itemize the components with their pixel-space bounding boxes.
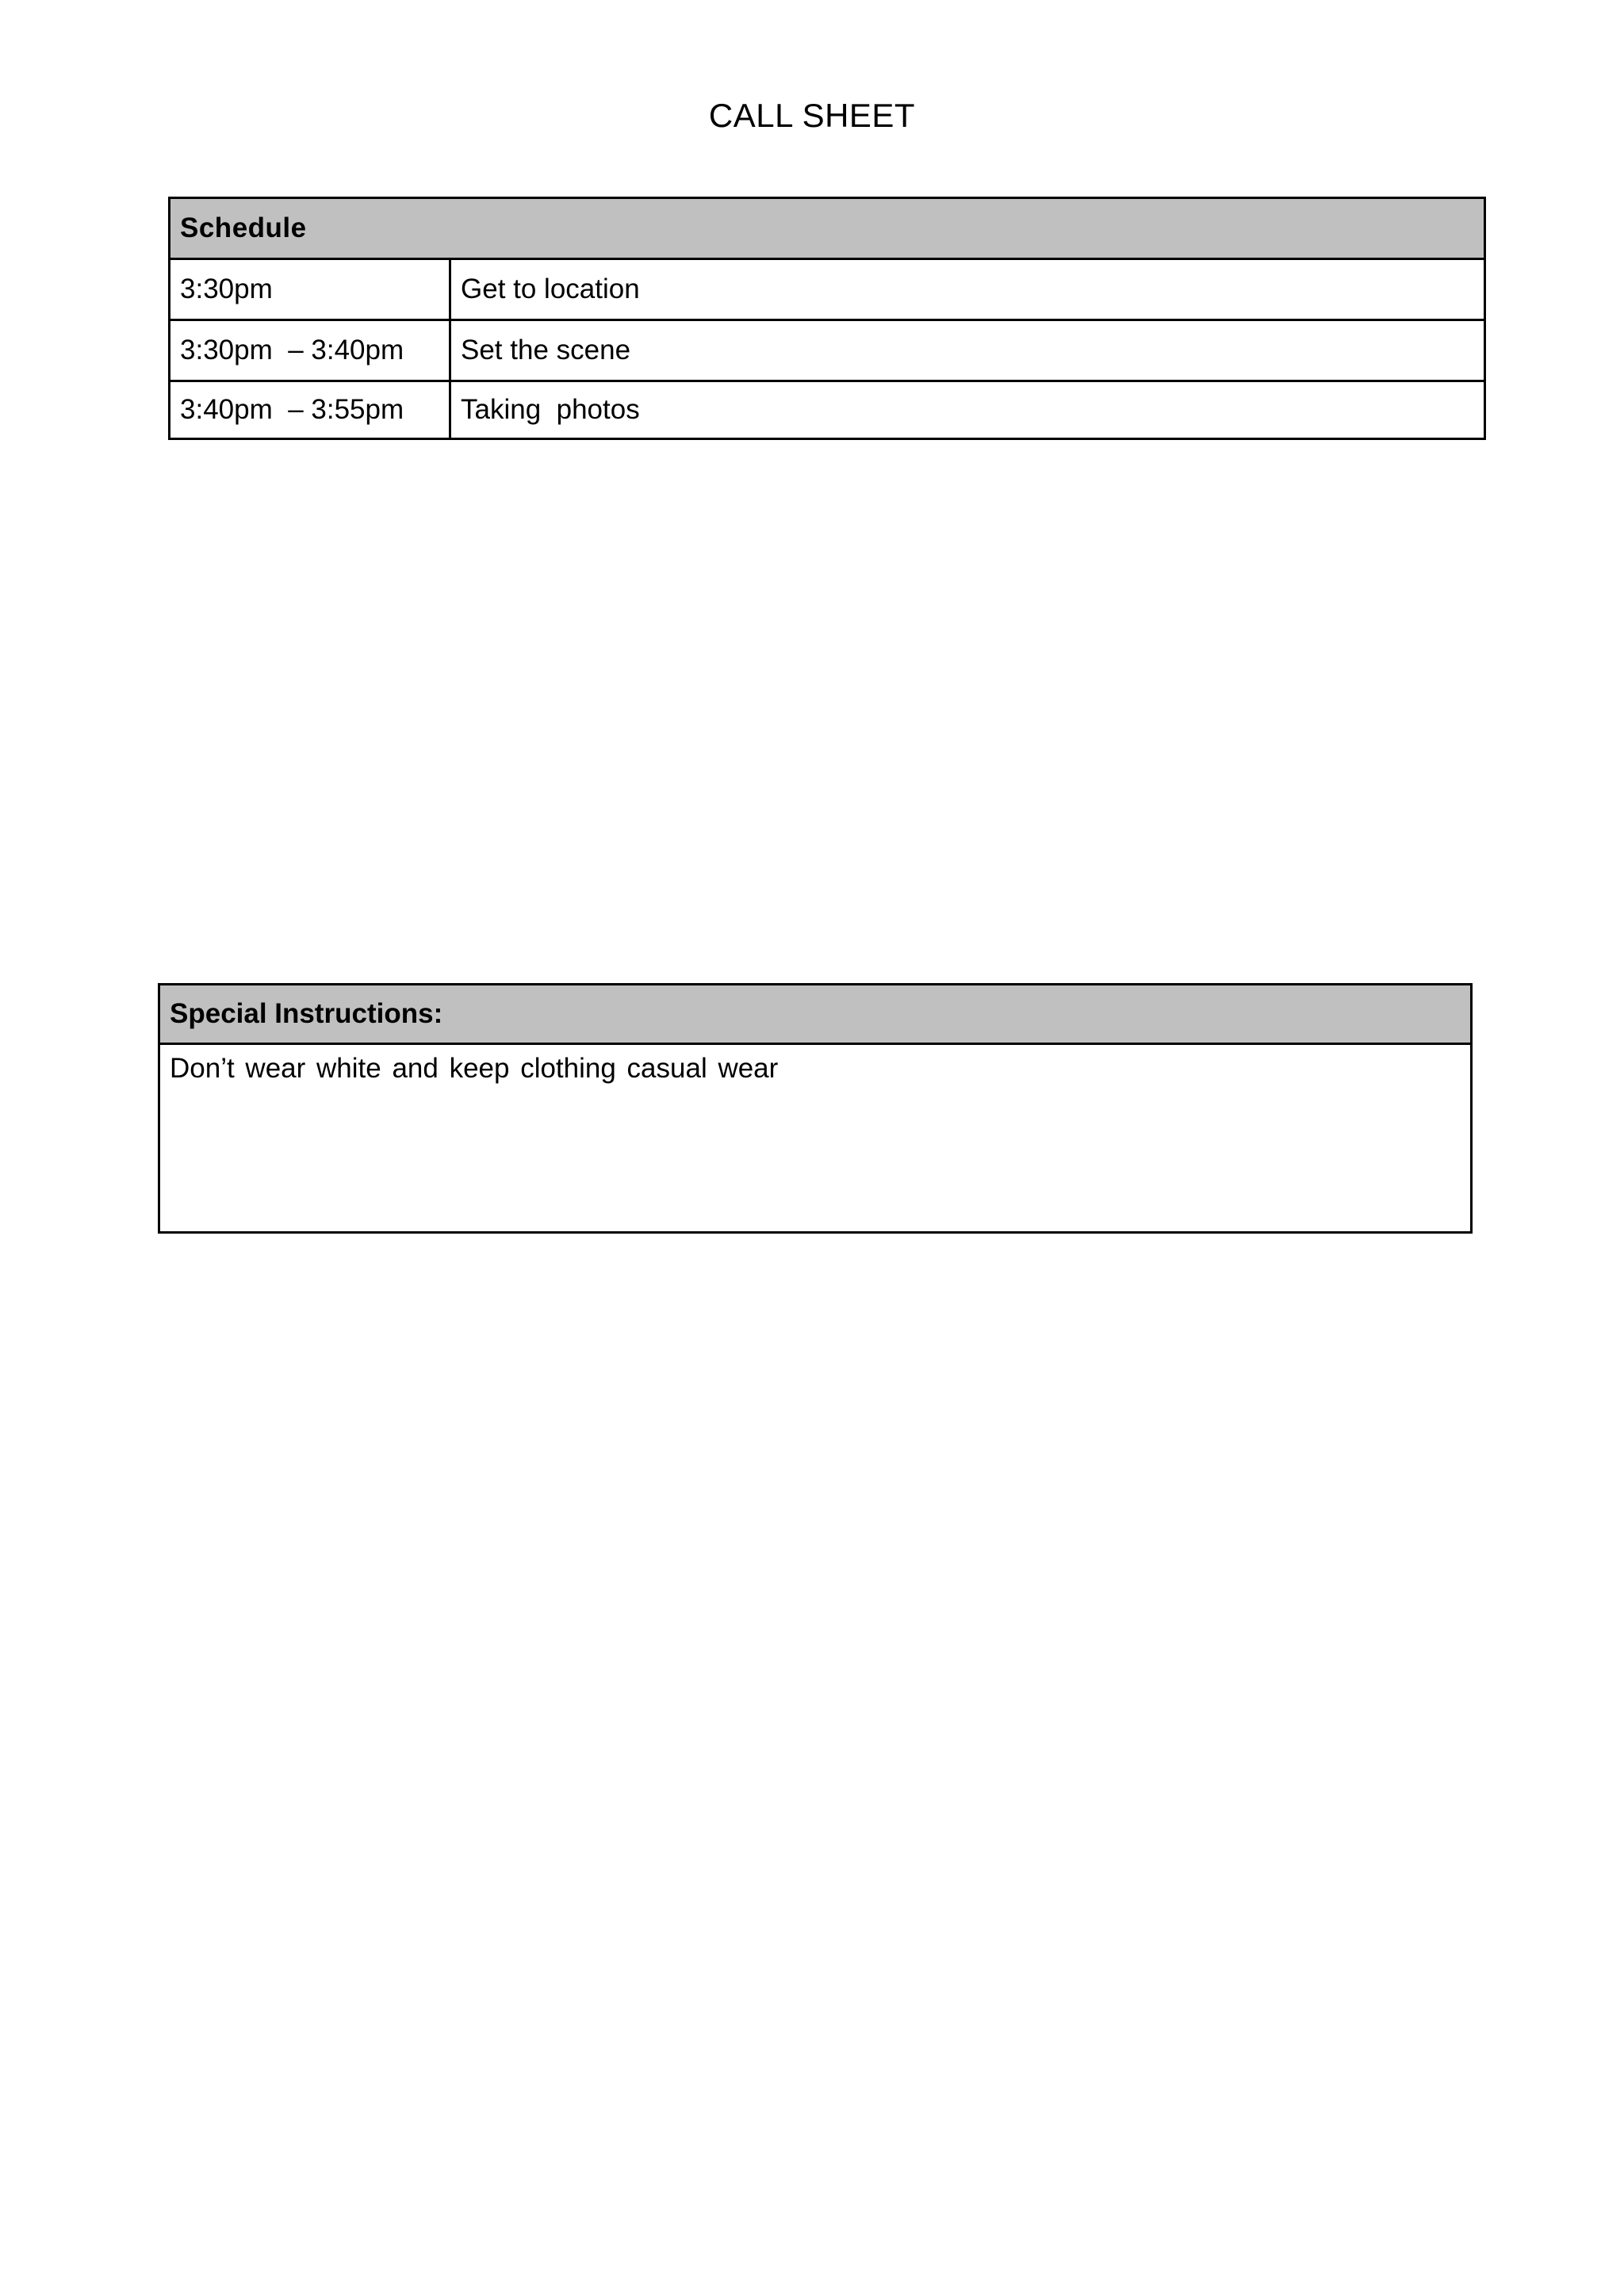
table-row bbox=[170, 320, 1485, 381]
schedule-time-cell: 3:30pm – 3:40pm bbox=[170, 320, 450, 381]
schedule-heading: Schedule bbox=[170, 198, 1485, 259]
table-row bbox=[170, 381, 1485, 439]
schedule-time-cell: 3:40pm – 3:55pm bbox=[170, 381, 450, 439]
schedule-time-cell: 3:30pm bbox=[170, 259, 450, 320]
schedule-activity-cell: Set the scene bbox=[450, 320, 1485, 381]
table-row bbox=[170, 259, 1485, 320]
special-instructions-text: Don’t wear white and keep clothing casual wear bbox=[159, 1044, 1472, 1233]
page-title: CALL SHEET bbox=[708, 97, 916, 134]
instructions-header-row bbox=[159, 985, 1472, 1044]
special-instructions-heading: Special Instructions: bbox=[159, 985, 1472, 1044]
instructions-body-row bbox=[159, 1044, 1472, 1233]
schedule-table bbox=[168, 197, 1486, 440]
schedule-activity-cell: Taking photos bbox=[450, 381, 1485, 439]
special-instructions-table bbox=[158, 983, 1473, 1234]
schedule-activity-cell: Get to location bbox=[450, 259, 1485, 320]
schedule-header-row bbox=[170, 198, 1485, 259]
